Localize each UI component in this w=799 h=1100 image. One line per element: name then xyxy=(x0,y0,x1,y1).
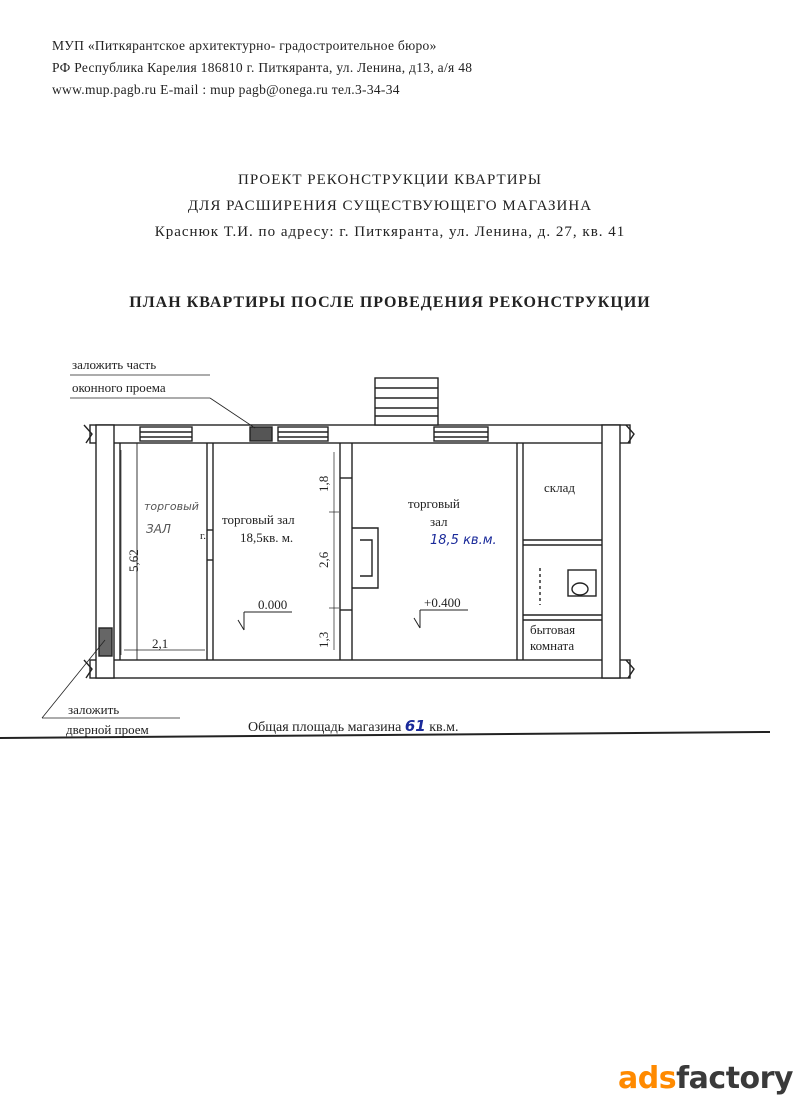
project-title-line3: Краснюк Т.И. по адресу: г. Питкяранта, ул. Ленина, д. 27, кв. 41 xyxy=(154,224,626,240)
total-area-value: 61 xyxy=(404,717,426,735)
dimension-2-1: 2,1 xyxy=(152,636,169,651)
blocked-door xyxy=(99,628,112,656)
room3-label-2: зал xyxy=(430,514,448,529)
adsfactory-watermark: adsfactory xyxy=(618,1061,793,1096)
dimension-2-6: 2,6 xyxy=(316,551,331,568)
plan-title: ПЛАН КВАРТИРЫ ПОСЛЕ ПРОВЕДЕНИЯ РЕКОНСТРУКЦИИ xyxy=(129,294,651,311)
room2-marker: г. xyxy=(200,530,207,542)
window-2 xyxy=(278,427,328,441)
note-block-door-2: дверной проем xyxy=(66,722,149,737)
total-area xyxy=(248,717,458,736)
project-title-line1: ПРОЕКТ РЕКОНСТРУКЦИИ КВАРТИРЫ xyxy=(238,172,542,188)
dimension-1-3: 1,3 xyxy=(316,631,331,648)
utility-room-label: бытовая xyxy=(530,622,576,637)
total-area-unit: кв.м. xyxy=(429,720,459,735)
window-1 xyxy=(140,427,192,441)
room3-area-handwritten: 18,5 кв.м. xyxy=(430,533,497,548)
bottom-wall xyxy=(90,660,630,678)
note-block-window: заложить часть xyxy=(72,357,157,372)
right-wall xyxy=(602,425,620,678)
level-mark-0-4: +0.400 xyxy=(424,595,461,610)
room1-hand-label-2: ЗАЛ xyxy=(146,522,171,536)
room2-area: 18,5кв. м. xyxy=(240,530,294,545)
room2-label: торговый зал xyxy=(222,512,295,527)
floor-plan-drawing xyxy=(0,340,799,760)
utility-room-label-2: комната xyxy=(530,638,575,653)
room3-label: торговый xyxy=(408,496,460,511)
organization-name: МУП «Питкярантское архитектурно- градостроительное бюро» xyxy=(52,38,437,53)
wall-niche xyxy=(352,528,378,588)
organization-contacts: www.mup.pagb.ru E-mail : mup pagb@onega.ru тел.3-34-34 xyxy=(52,82,400,97)
entrance-steps xyxy=(375,378,438,425)
note-block-window-2: оконного проема xyxy=(72,380,166,395)
total-area-label: Общая площадь магазина xyxy=(248,720,402,735)
window-3 xyxy=(434,427,488,441)
project-title-line2: ДЛЯ РАСШИРЕНИЯ СУЩЕСТВУЮЩЕГО МАГАЗИНА xyxy=(187,198,593,214)
blocked-window-part xyxy=(250,427,272,441)
dimension-1-8: 1,8 xyxy=(316,475,331,492)
level-mark-0: 0.000 xyxy=(258,597,288,612)
note-block-door: заложить xyxy=(68,702,120,717)
storage-label: склад xyxy=(544,480,575,495)
dimension-5-62: 5,62 xyxy=(126,549,141,572)
room1-hand-label: торговый xyxy=(144,500,199,513)
organization-address: РФ Республика Карелия 186810 г. Питкяранта, ул. Ленина, д13, а/я 48 xyxy=(52,60,473,75)
